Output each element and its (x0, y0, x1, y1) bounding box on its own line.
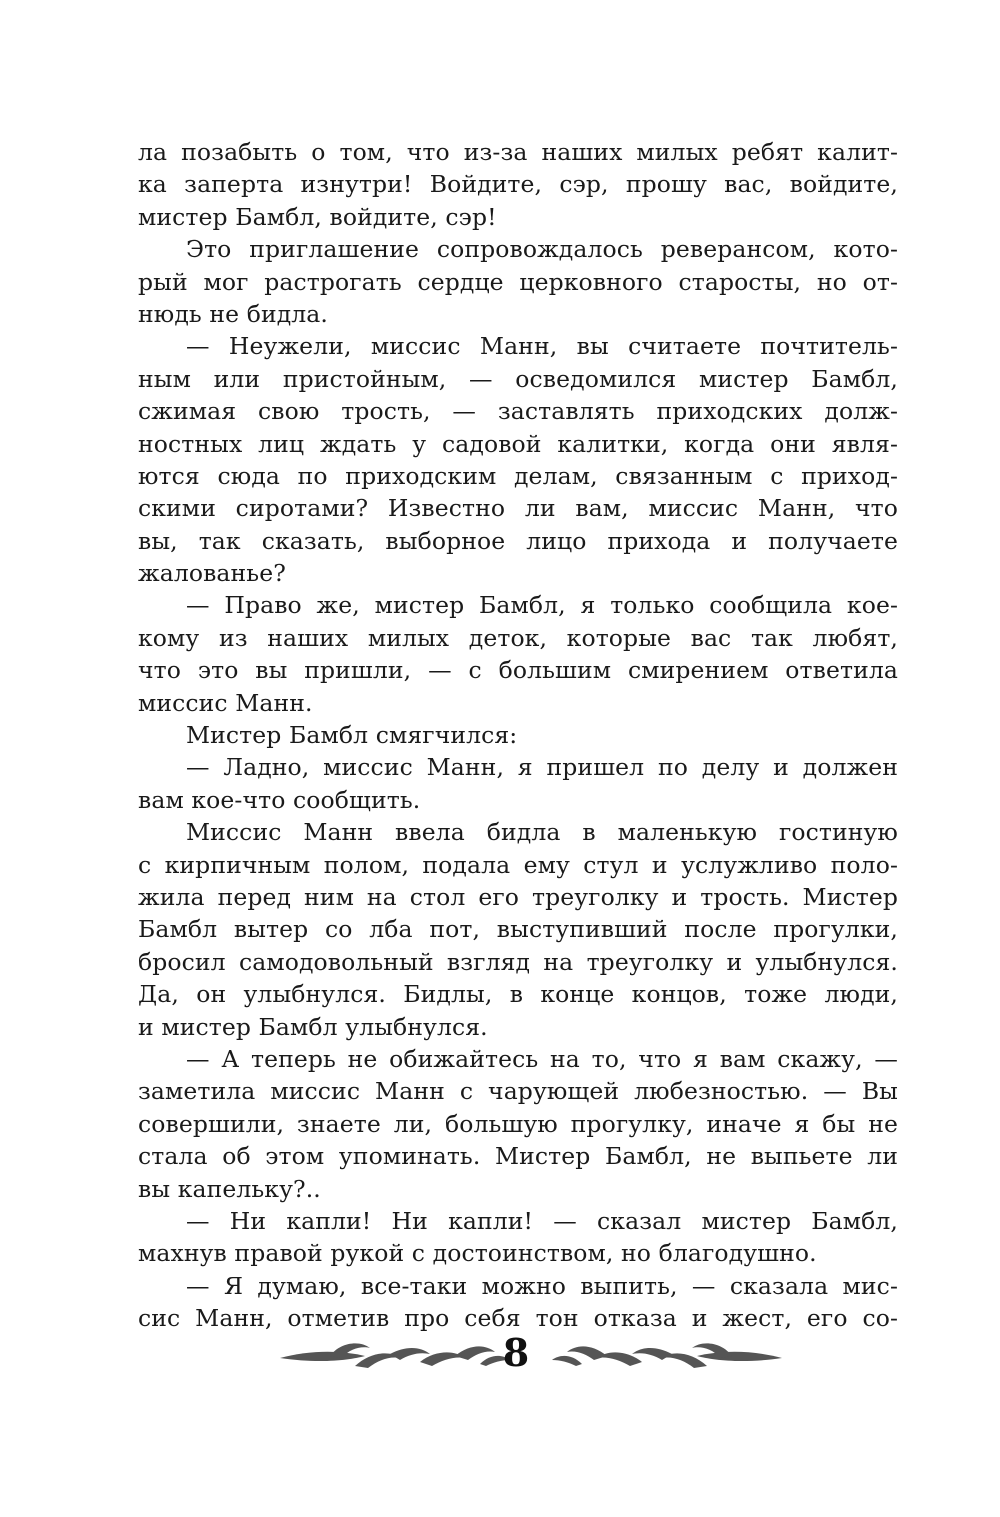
text-line: махнув правой рукой с достоинством, но благодушно. (138, 1239, 817, 1268)
text-line: ностных лиц ждать у садовой калитки, когда они явля- (138, 429, 898, 458)
page-number: 8 (502, 1330, 530, 1375)
text-line: Это приглашение сопровождалось реверансом, кото- (186, 235, 898, 264)
text-line: сжимая свою трость, — заставлять приходских долж- (138, 397, 898, 426)
text-line: нюдь не бидла. (138, 299, 328, 328)
text-line: вы капельку?.. (138, 1174, 321, 1203)
text-line: скими сиротами? Известно ли вам, миссис Манн, что (138, 494, 898, 523)
text-line: — А теперь не обижайтесь на то, что я вам скажу, — (186, 1044, 898, 1073)
text-line: миссис Манн. (138, 688, 313, 717)
text-line: Да, он улыбнулся. Бидлы, в конце концов, тоже люди, (138, 980, 898, 1009)
text-line: с кирпичным полом, подала ему стул и услужливо поло- (138, 850, 898, 879)
text-line: — Ни капли! Ни капли! — сказал мистер Бамбл, (186, 1206, 898, 1235)
text-line: совершили, знаете ли, большую прогулку, иначе я бы не (138, 1109, 898, 1138)
text-line: заметила миссис Манн с чарующей любезностью. — Вы (138, 1077, 898, 1106)
text-line: Мистер Бамбл смягчился: (186, 721, 518, 750)
text-line: Бамбл вытер со лба пот, выступивший после прогулки, (138, 915, 898, 944)
page-footer (0, 1328, 1000, 1388)
text-line: — Право же, мистер Бамбл, я только сообщила кое- (186, 591, 898, 620)
right-flourish-ornament-icon (542, 1336, 792, 1376)
text-line: жалованье? (138, 559, 286, 588)
text-line: и мистер Бамбл улыбнулся. (138, 1012, 488, 1041)
text-line: рый мог растрогать сердце церковного старосты, но от- (138, 267, 898, 296)
text-line: стала об этом упоминать. Мистер Бамбл, не выпьете ли (138, 1142, 898, 1171)
text-line: — Неужели, миссис Манн, вы считаете почтитель- (186, 332, 898, 361)
text-line: ным или пристойным, — осведомился мистер Бамбл, (138, 364, 898, 393)
text-line: вы, так сказать, выборное лицо прихода и получаете (138, 526, 898, 555)
text-line: бросил самодовольный взгляд на треуголку и улыбнулся. (138, 947, 898, 976)
text-line: вам кое-что сообщить. (138, 785, 421, 814)
text-line: Миссис Манн ввела бидла в маленькую гостиную (186, 818, 898, 847)
left-flourish-ornament-icon (270, 1336, 520, 1376)
text-line: ка заперта изнутри! Войдите, сэр, прошу вас, войдите, (138, 170, 898, 199)
text-line: мистер Бамбл, войдите, сэр! (138, 202, 497, 231)
text-line: ла позабыть о том, что из-за наших милых ребят калит- (138, 138, 898, 166)
text-line: — Я думаю, все-таки можно выпить, — сказала мис- (186, 1271, 898, 1300)
text-line: кому из наших милых деток, которые вас так любят, (138, 623, 898, 652)
text-line: — Ладно, миссис Манн, я пришел по делу и должен (186, 753, 898, 782)
page-body-text (138, 136, 898, 1334)
text-line: ются сюда по приходским делам, связанным с приход- (138, 461, 898, 490)
text-line: жила перед ним на стол его треуголку и трость. Мистер (138, 882, 898, 911)
text-line: сис Манн, отметив про себя тон отказа и жест, его со- (138, 1304, 898, 1333)
text-line: что это вы пришли, — с большим смирением ответила (138, 656, 898, 685)
